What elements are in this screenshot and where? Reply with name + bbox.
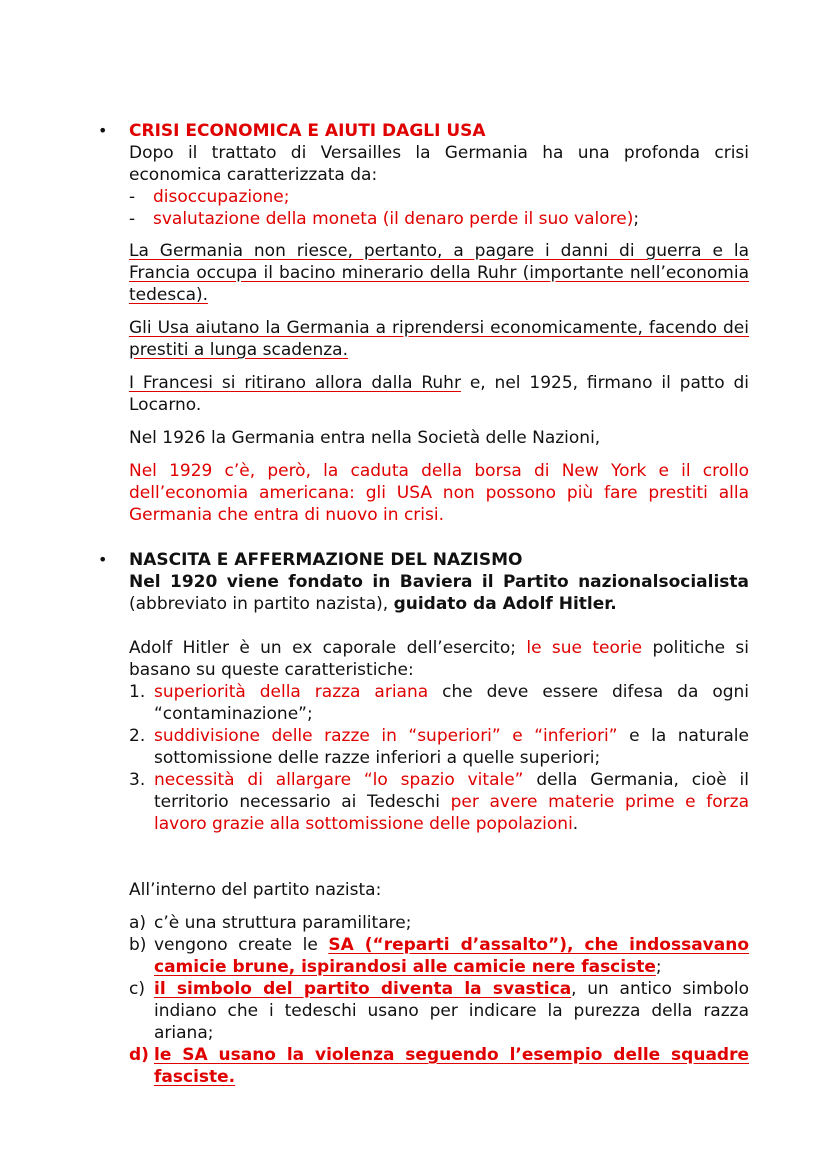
section-nazism: [98, 549, 758, 1088]
theories-list: [129, 681, 749, 835]
section-body: [129, 120, 749, 526]
section-title: NASCITA E AFFERMAZIONE DEL NAZISMO: [129, 550, 523, 570]
list-item: - disoccupazione;: [129, 187, 290, 207]
usa-loans-paragraph: Gli Usa aiutano la Germania a riprendersi economicamente, facendo dei prestiti a lunga scadenza.: [129, 318, 749, 360]
intro-paragraph: Dopo il trattato di Versailles la Germania ha una profonda crisi economica caratterizzata da:: [129, 143, 749, 185]
section-title: CRISI ECONOMICA E AIUTI DAGLI USA: [129, 121, 486, 141]
list-item: 2. suddivisione delle razze in “superiori” e “inferiori” e la naturale sottomissione delle razze inferiori a quelle superiori;: [129, 726, 749, 768]
bullet-icon: •: [98, 550, 108, 569]
list-item: d) le SA usano la violenza seguendo l’esempio delle squadre fasciste.: [129, 1045, 749, 1087]
ruhr-paragraph: La Germania non riesce, pertanto, a pagare i danni di guerra e la Francia occupa il bacino minerario della Ruhr (importante nell’economia tedesca).: [129, 241, 749, 305]
hitler-paragraph: Adolf Hitler è un ex caporale dell’esercito; le sue teorie politiche si basano su queste caratteristiche:: [129, 638, 750, 680]
list-item: - svalutazione della moneta (il denaro perde il suo valore);: [129, 209, 640, 229]
list-item: a) c’è una struttura paramilitare;: [129, 913, 412, 933]
party-founding-paragraph: Nel 1920 viene fondato in Baviera il Partito nazionalsocialista (abbreviato in partito nazista), guidato da Adolf Hitler.: [129, 572, 749, 614]
list-item: 1. superiorità della razza ariana che deve essere difesa da ogni “contaminazione”;: [129, 682, 750, 724]
party-structure-list: [129, 912, 749, 1088]
league-of-nations-paragraph: Nel 1926 la Germania entra nella Società delle Nazioni,: [129, 428, 601, 448]
list-item: c) il simbolo del partito diventa la svastica, un antico simbolo indiano che i tedeschi usano per indicare la purezza della razza ariana;: [129, 979, 750, 1043]
locarno-paragraph: I Francesi si ritirano allora dalla Ruhr e, nel 1925, firmano il patto di Locarno.: [129, 373, 749, 415]
party-structure-intro: All’interno del partito nazista:: [129, 880, 382, 900]
crisis-list: [129, 186, 749, 230]
list-item: 3. necessità di allargare “lo spazio vitale” della Germania, cioè il territorio necessario ai Tedeschi per avere materie prime e forza lavoro grazie alla sottomissione delle popolazioni.: [129, 770, 749, 834]
crash-1929-paragraph: Nel 1929 c’è, però, la caduta della borsa di New York e il crollo dell’economia americana: gli USA non possono più fare prestiti alla Germania che entra di nuovo in crisi.: [129, 461, 749, 525]
section-body: [129, 549, 749, 1088]
bullet-icon: •: [98, 121, 108, 140]
section-economic-crisis: [98, 120, 758, 537]
list-item: b) vengono create le SA (“reparti d’assalto”), che indossavano camicie brune, ispirandosi alle camicie nere fasciste;: [129, 935, 750, 977]
